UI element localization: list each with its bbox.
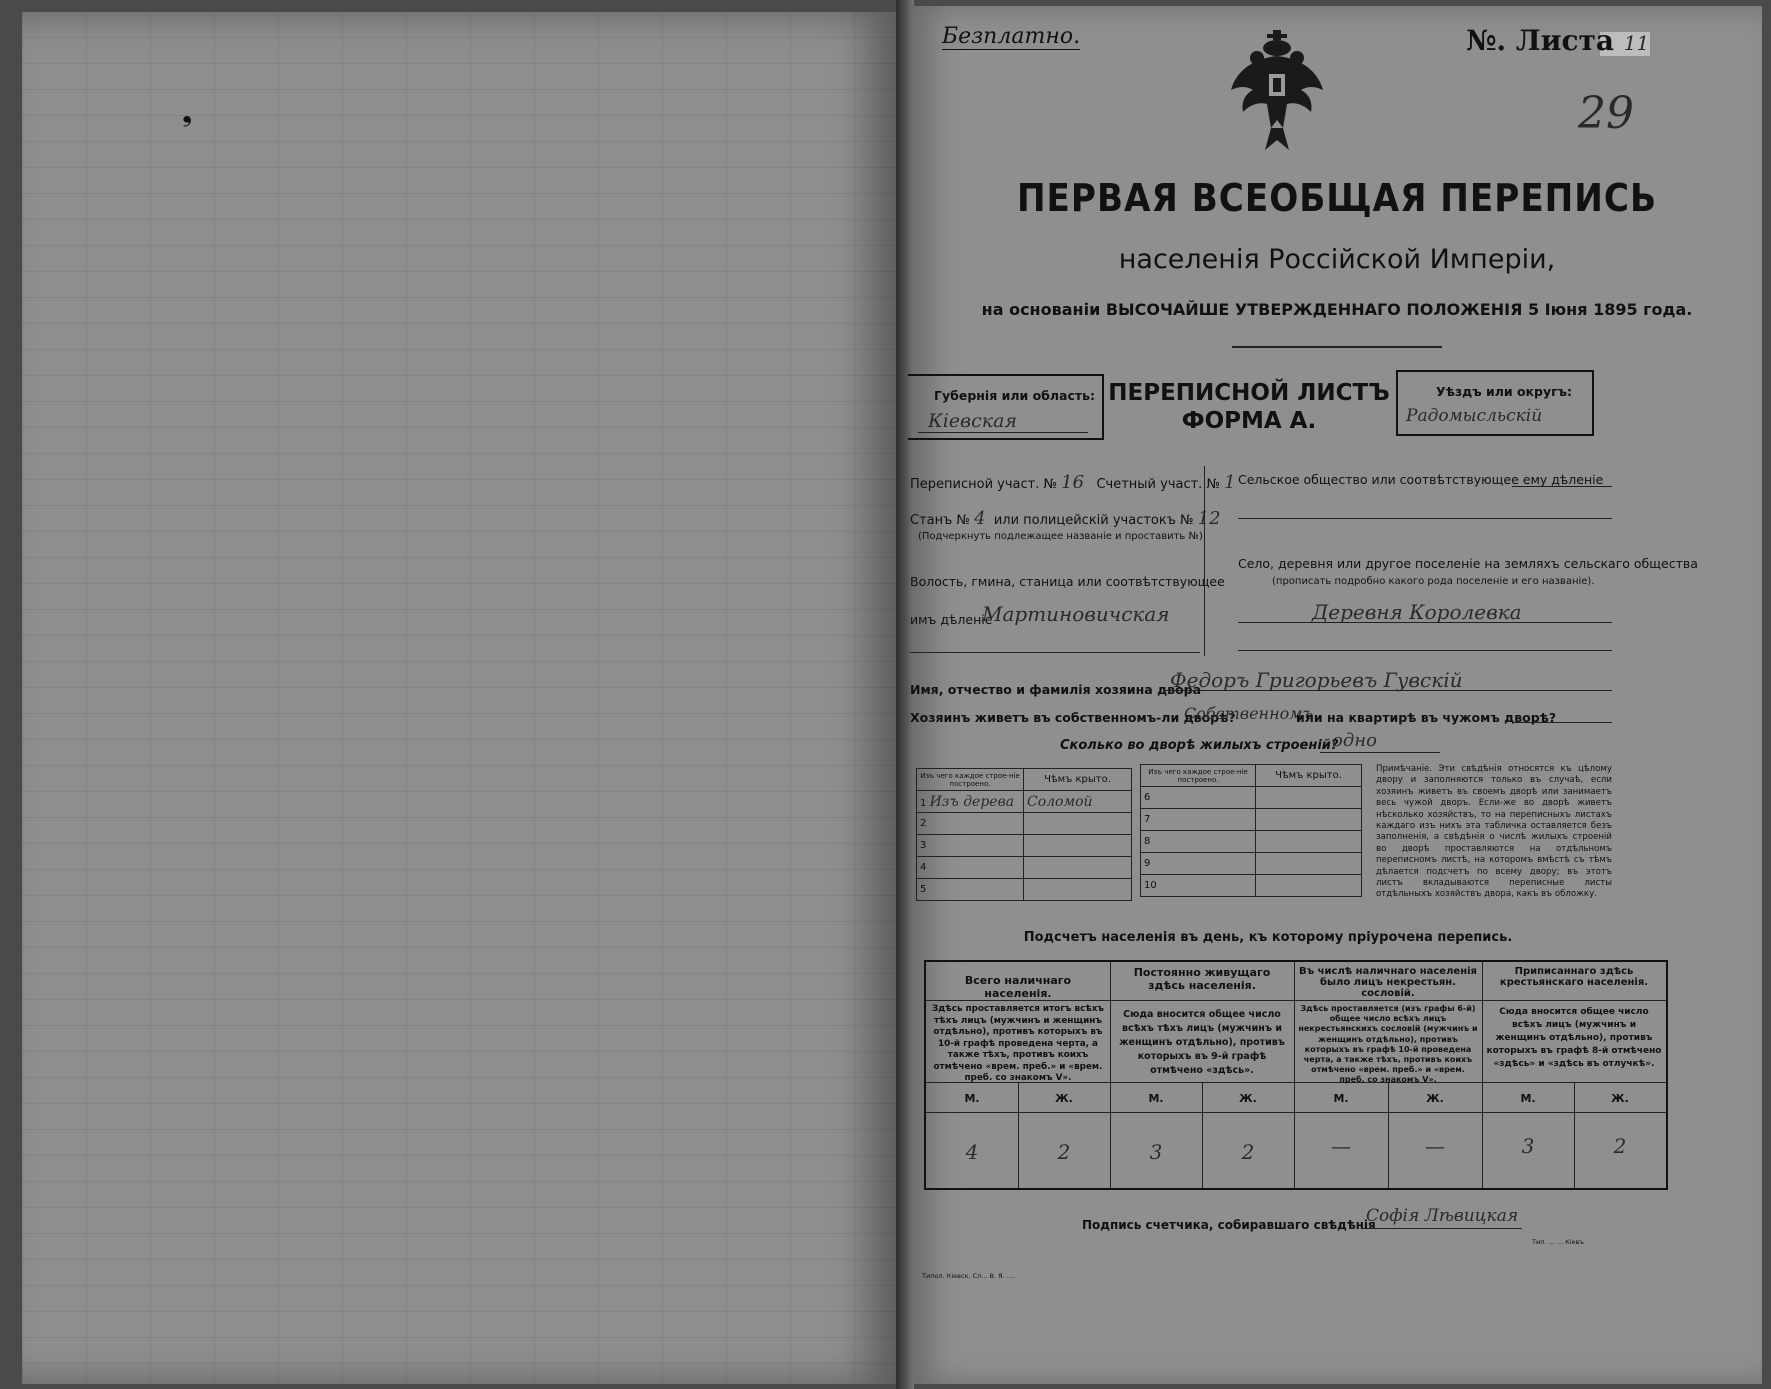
buildings-table-left	[916, 768, 1132, 901]
census-form-page	[912, 6, 1762, 1384]
stan-value: 4	[974, 508, 986, 529]
signature-label: Подпись счетчика, собиравшаго свѣдѣнія	[1082, 1218, 1376, 1232]
society-label: Сельское общество или соотвѣтствующее ему дѣленіе	[1238, 472, 1604, 487]
form-title-line2: ФОРМА А.	[1181, 408, 1317, 434]
lives-label-2: или на квартирѣ въ чужомъ дворѣ?	[1296, 710, 1557, 725]
count-col-head: Приписаннаго здѣсь крестьянскаго населенія.	[1499, 966, 1649, 988]
count-col-head: Постоянно живущаго здѣсь населенія.	[1133, 966, 1271, 992]
signature-value: Софія Лѣвицкая	[1366, 1206, 1519, 1226]
province-value: Кіевская	[928, 410, 1017, 432]
count-male-value: 3	[1149, 1140, 1163, 1164]
count-col-desc: Здѣсь проставляется (изъ графы 6-й) общее число всѣхъ лицъ некрестьянскихъ сословій (мужчинъ и женщинъ отдѣльно), противъ которыхъ въ графѣ 10-й проведена черта, а также тѣхъ, противъ коихъ отмѣчено «врем. преб.» и «врем. преб. со знакомъ V».	[1298, 1004, 1478, 1085]
count-col-desc: Здѣсь проставляется итогъ всѣхъ тѣхъ лицъ (мужчинъ и женщинъ отдѣльно), противъ которыхъ въ 10-й графѣ проведена черта, а также тѣхъ, противъ коихъ отмѣчено «врем. преб.» и «врем. преб. со знакомъ V».	[931, 1004, 1105, 1083]
double-headed-eagle-emblem	[1227, 28, 1327, 158]
village-value: Деревня Королевка	[1312, 600, 1522, 624]
stan-row: Станъ № 4 или полицейскій участокъ № 12	[910, 508, 1221, 529]
volost-value: Мартиновичская	[982, 602, 1170, 626]
province-label: Губернія или область:	[934, 388, 1096, 403]
census-area-value: 16	[1061, 472, 1085, 493]
lives-value: Собственномъ	[1184, 704, 1314, 723]
legal-basis-line: на основаніи ВЫСОЧАЙШЕ УТВЕРЖДЕННАГО ПОЛОЖЕНІЯ 5 Іюня 1895 года.	[981, 300, 1693, 319]
count-female-value: 2	[1241, 1140, 1255, 1164]
volost-label-2: имъ дѣленіе	[910, 612, 993, 627]
buildings-label: Сколько во дворѣ жилыхъ строеній?	[1060, 738, 1339, 753]
volost-label: Волость, гмина, станица или соотвѣтствующее	[910, 574, 1225, 589]
building-row: 7	[1141, 809, 1362, 831]
building-row: 6	[1141, 787, 1362, 809]
sheet-number-text: №. Листа	[1466, 24, 1614, 57]
building-row: 8	[1141, 831, 1362, 853]
count-male-value: 3	[1521, 1134, 1535, 1158]
building-row: 1 Изъ дерева Соломой	[917, 791, 1132, 813]
owner-label: Имя, отчество и фамилія хозяина двора	[910, 682, 1202, 697]
printer-imprint-left: Типол. Кіевск. Сл... В. Я. ....	[922, 1272, 1016, 1280]
building-row: 4	[917, 857, 1132, 879]
building-row: 10	[1141, 875, 1362, 897]
village-label: Село, деревня или другое поселеніе на земляхъ сельскаго общества	[1238, 556, 1698, 571]
count-male-value: —	[1331, 1134, 1351, 1158]
free-label: Безплатно.	[942, 24, 1081, 49]
printer-imprint-right: Тип. ... ... Кіевъ	[1532, 1238, 1584, 1246]
form-title-box	[1102, 374, 1396, 438]
buildings-note: Примѣчаніе. Эти свѣдѣнія относятся къ цѣлому двору и заполняются только въ случаѣ, если хозяинъ живетъ въ своемъ дворѣ или занимаетъ весь чужой дворъ. Если-же во дворѣ живетъ нѣсколько хозяйствъ, то на переписныхъ листахъ каждаго изъ нихъ эта табличка оставляется безъ заполненія, а свѣдѣнія о числѣ жилыхъ строеній во дворѣ проставляются на отдѣльномъ переписномъ листѣ, на которомъ вмѣстѣ съ тѣмъ дѣлается подсчетъ по всему двору; въ этотъ листъ вкладываются переписные листы отдѣльныхъ хозяйствъ двора, какъ въ обложку.	[1376, 764, 1612, 900]
count-female-value: 2	[1613, 1134, 1627, 1158]
col-material-head: Изъ чего каждое строе-ніе построено.	[917, 769, 1024, 791]
police-value: 12	[1197, 508, 1221, 529]
left-page-ledger	[22, 12, 900, 1384]
province-box	[908, 374, 1104, 440]
underline-note: (Подчеркнуть подлежащее названіе и проставить №).	[918, 531, 1206, 542]
sheet-number-value: 11	[1623, 31, 1650, 55]
count-col-desc: Сюда вносится общее число всѣхъ лицъ (мужчинъ и женщинъ отдѣльно), противъ которыхъ въ графѣ 8-й отмѣчено «здѣсь» и «здѣсь въ отлучкѣ».	[1486, 1007, 1662, 1069]
building-row: 3	[917, 835, 1132, 857]
count-male-value: 4	[965, 1140, 979, 1164]
count-heading: Подсчетъ населенія въ день, къ которому пріурочена перепись.	[1023, 930, 1513, 945]
document-title: ПЕРВАЯ ВСЕОБЩАЯ ПЕРЕПИСЬ	[1016, 176, 1658, 220]
district-label: Уѣздъ или округъ:	[1436, 384, 1573, 399]
district-box	[1396, 370, 1594, 436]
building-row: 9	[1141, 853, 1362, 875]
buildings-table-right: Изъ чего каждое строе-ніе построено. Чѣмъ крыто. 6 7 8 9 10	[1140, 764, 1362, 897]
document-subtitle: населенія Россійской Имперіи,	[1118, 244, 1556, 275]
col-roof-head: Чѣмъ крыто.	[1024, 769, 1132, 791]
decorative-divider	[1232, 346, 1442, 358]
count-col-head: Въ числѣ наличнаго населенія было лицъ некрестьян. сословій.	[1299, 966, 1477, 999]
count-col-desc: Сюда вносится общее число всѣхъ тѣхъ лицъ (мужчинъ и женщинъ отдѣльно), противъ которыхъ въ 9-й графѣ отмѣчено «здѣсь».	[1119, 1009, 1285, 1076]
count-area-value: 1	[1224, 472, 1236, 493]
sheet-number-label	[1466, 24, 1649, 57]
lives-label: Хозяинъ живетъ въ собственномъ-ли дворѣ?	[910, 710, 1236, 725]
district-value: Радомысльскій	[1406, 406, 1543, 426]
count-female-value: —	[1425, 1134, 1445, 1158]
building-row: 2	[917, 813, 1132, 835]
archive-page-number: 29	[1578, 88, 1634, 139]
population-count-table: Всего наличнаго населенія. Постоянно живущаго здѣсь населенія. Въ числѣ наличнаго населенія было лицъ некрестьян. сословій. Приписаннаго здѣсь крестьянскаго населенія. Здѣсь проставляется итогъ всѣхъ тѣхъ лицъ (мужчинъ и женщинъ отдѣльно), противъ которыхъ въ 10-й графѣ проведена черта, а также тѣхъ, противъ коихъ отмѣчено «врем. преб.» и «врем. преб. со знакомъ V». Сюда вносится общее число всѣхъ тѣхъ лицъ (мужчинъ и женщинъ отдѣльно), противъ которыхъ въ 9-й графѣ отмѣчено «здѣсь». Здѣсь проставляется (изъ графы 6-й) общее число всѣхъ лицъ некрестьянскихъ сословій (мужчинъ и женщинъ отдѣльно), противъ которыхъ въ графѣ 10-й проведена черта, а также тѣхъ, противъ коихъ отмѣчено «врем. преб.» и «врем. преб. со знакомъ V». Сюда вносится общее число всѣхъ лицъ (мужчинъ и женщинъ отдѣльно), противъ которыхъ въ графѣ 8-й отмѣчено «здѣсь» и «здѣсь въ отлучкѣ». М. Ж. М. Ж. М. Ж. М. Ж. 4 2 3 2 — — 3 2	[924, 960, 1668, 1190]
ink-mark: ❟	[182, 98, 193, 128]
count-col-head: Всего наличнаго населенія.	[964, 974, 1072, 1000]
building-row: 5	[917, 879, 1132, 901]
owner-value: Федоръ Григорьевъ Гувскій	[1170, 668, 1463, 692]
count-female-value: 2	[1057, 1140, 1071, 1164]
form-title-line1: ПЕРЕПИСНОЙ ЛИСТЪ	[1108, 380, 1390, 406]
buildings-value: одно	[1332, 730, 1377, 751]
village-note: (прописать подробно какого рода поселеніе и его названіе).	[1272, 576, 1595, 587]
census-area-row: Переписной участ. № 16 Счетный участ. № 1	[910, 472, 1236, 493]
